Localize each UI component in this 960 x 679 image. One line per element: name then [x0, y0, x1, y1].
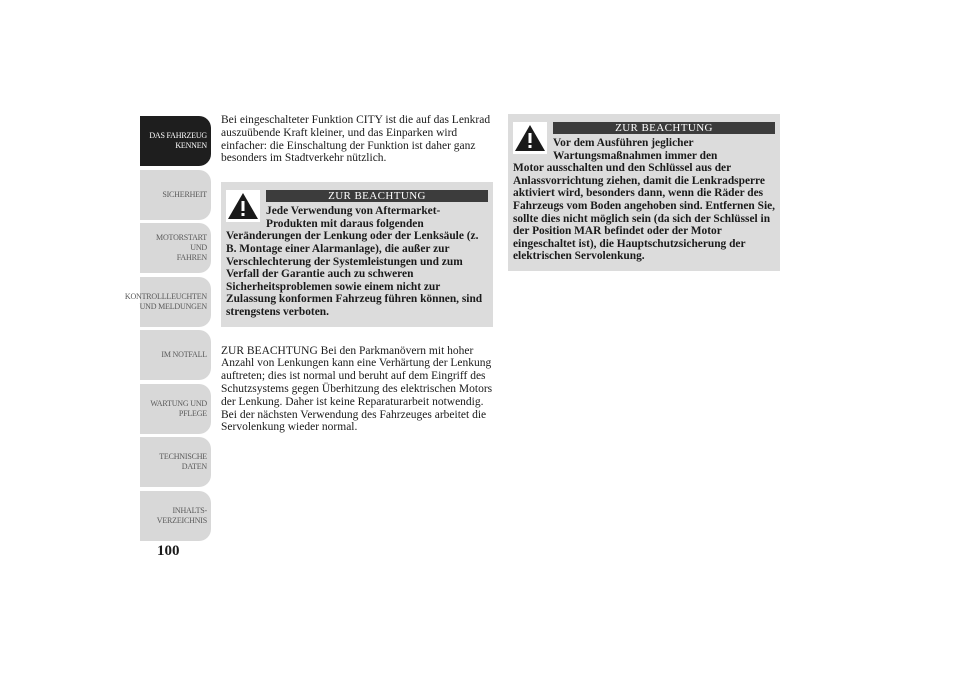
warning-box: [508, 114, 780, 271]
tab-technische-daten[interactable]: [140, 437, 211, 487]
warning-triangle-icon: [226, 190, 260, 222]
warning-lead-text: Vor dem Ausführen jeglicher Wartungsmaßnahmen immer den: [553, 137, 718, 162]
chapter-sidebar: [124, 116, 211, 544]
tab-im-notfall[interactable]: [140, 330, 211, 380]
page-number: 100: [157, 543, 180, 559]
tab-kontrollleuchten-und-meldungen[interactable]: [124, 277, 211, 327]
tab-motorstart-und-fahren[interactable]: [140, 223, 211, 273]
warning-lead-text: Jede Verwendung von Aftermarket-Produkten mit daraus folgenden: [266, 205, 441, 230]
warning-box: [221, 182, 493, 326]
warning-header-right: [553, 122, 775, 162]
tab-label: INHALTS- VERZEICHNIS: [156, 505, 207, 525]
tab-sicherheit[interactable]: [140, 170, 211, 220]
warning-triangle-icon: [513, 122, 547, 154]
right-column: [508, 114, 780, 271]
warning-title: ZUR BEACHTUNG: [553, 122, 775, 134]
note-paragraph: ZUR BEACHTUNG Bei den Parkmanövern mit hoher Anzahl von Lenkungen kann eine Verhärtung der Lenkung auftreten; dies ist normal und beruht auf dem Eingriff des Schutzsystems gegen Überhitzung des elektrischen Motors der Lenkung. Daher ist keine Reparaturarbeit notwendig. Bei der nächsten Verwendung des Fahrzeuges arbeitet die Servolenkung wieder normal.: [221, 344, 493, 434]
tab-inhaltsverzeichnis[interactable]: [140, 491, 211, 541]
tab-label: WARTUNG UND PFLEGE: [150, 398, 207, 418]
left-column: [221, 114, 495, 434]
tab-label: TECHNISCHE DATEN: [159, 452, 207, 471]
tab-label: IM NOTFALL: [161, 350, 207, 359]
tab-label: SICHERHEIT: [162, 189, 207, 199]
tab-label: KONTROLLLEUCHTEN UND MELDUNGEN: [124, 291, 207, 311]
tab-wartung-und-pflege[interactable]: [140, 384, 211, 434]
intro-paragraph: Bei eingeschalteter Funktion CITY ist die auf das Lenkrad auszuübende Kraft kleiner, und das Einparken wird einfacher: die Einschaltung der Funktion ist daher ganz besonders im Stadtverkehr nützlich.: [221, 114, 491, 165]
warning-header: [226, 190, 488, 230]
tab-label: DAS FAHRZEUG KENNEN: [149, 131, 207, 150]
tab-das-fahrzeug-kennen[interactable]: [140, 116, 211, 166]
warning-title: ZUR BEACHTUNG: [266, 190, 488, 202]
warning-header: [513, 122, 775, 162]
warning-header-right: [266, 190, 488, 230]
warning-body-text: Veränderungen der Lenkung oder der Lenksäule (z. B. Montage einer Alarmanlage), die außer zur Verschlechterung der Systemleistungen und zum Verfall der Garantie auch zu schweren Sicherheitsproblemen sowie einem nicht zur Zulassung konformen Fahrzeug führen können, sind strengstens verboten.: [226, 230, 483, 318]
tab-label: MOTORSTART UND FAHREN: [156, 233, 207, 262]
warning-body-text: Motor ausschalten und den Schlüssel aus der Anlassvorrichtung ziehen, damit die Lenkradsperre aktiviert wird, besonders dann, wenn die Räder des Fahrzeugs vom Boden angehoben sind. Entfernen Sie, sollte dies nicht möglich sein (da sich der Schlüssel in der Position MAR befindet oder der Motor eingeschaltet ist), die Hauptschutzsicherung der elektrischen Servolenkung.: [513, 162, 776, 263]
